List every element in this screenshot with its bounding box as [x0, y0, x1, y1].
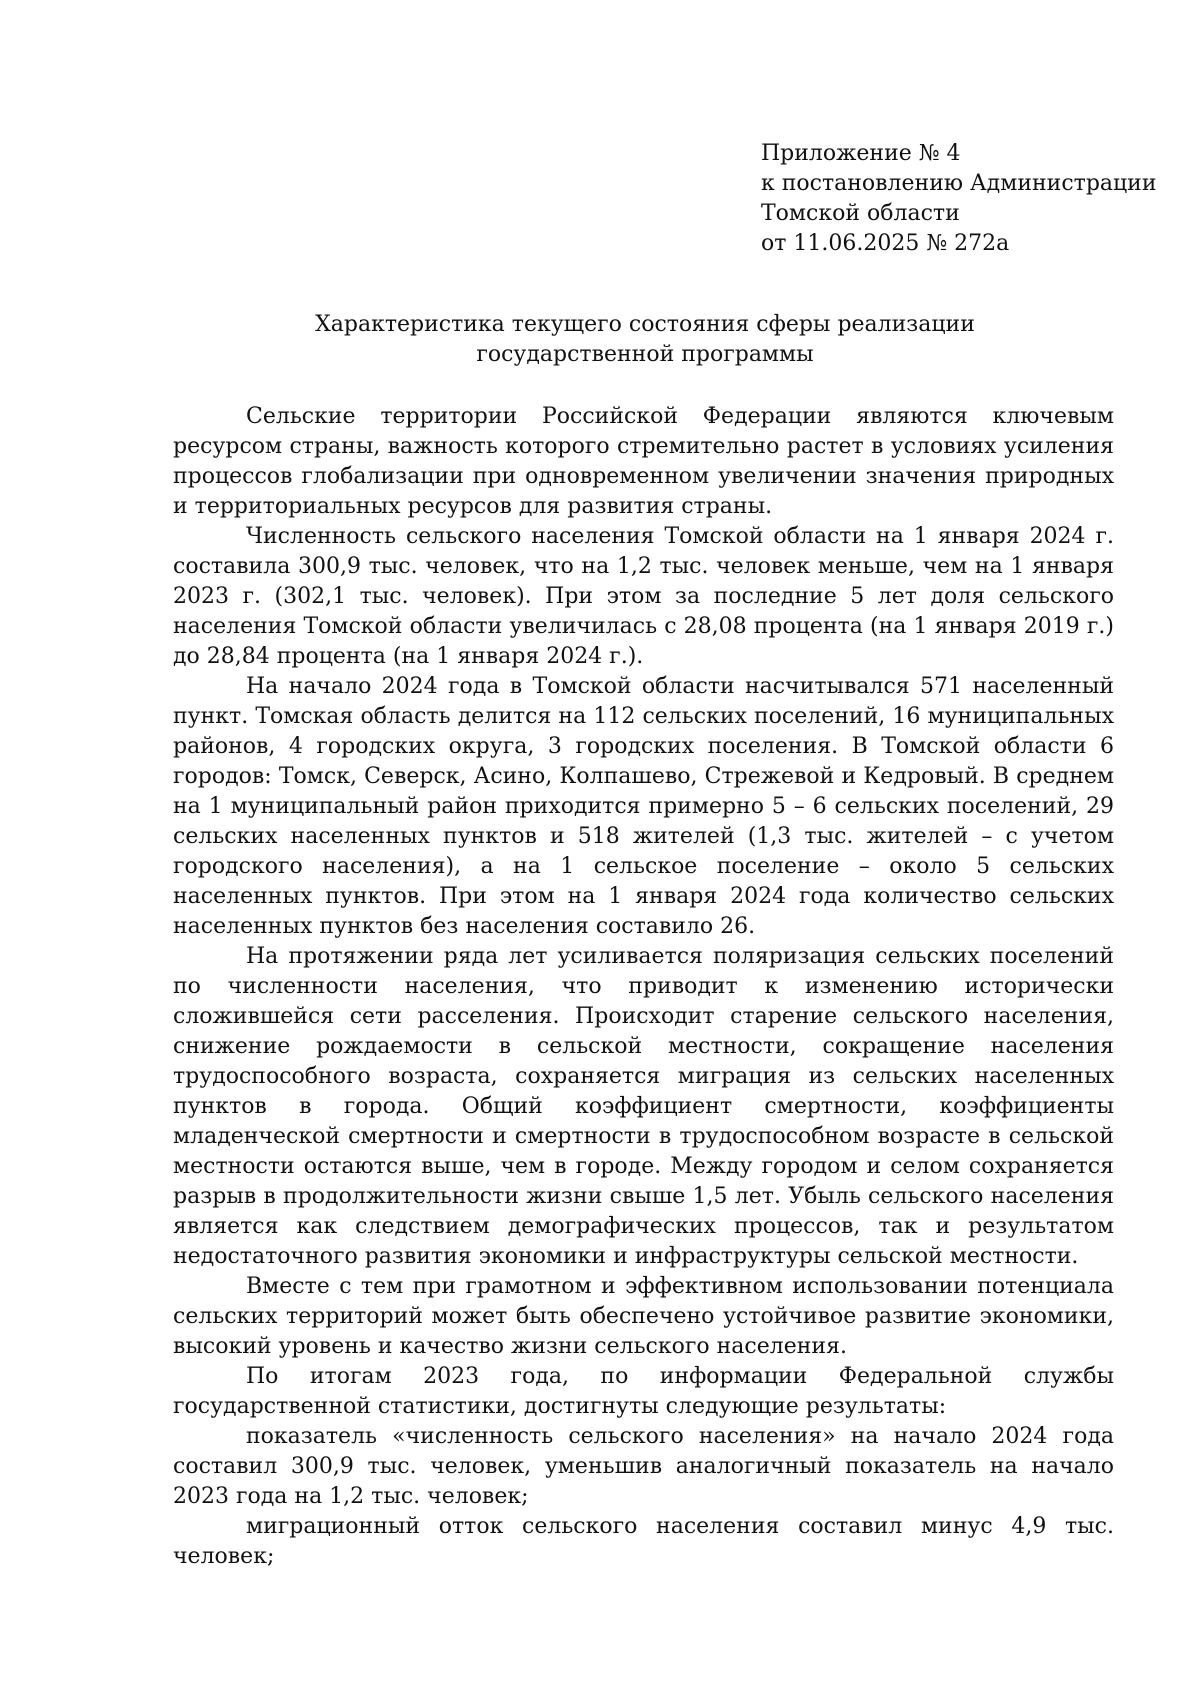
- appendix-resolution-ref: к постановлению Администрации: [761, 171, 1157, 196]
- document-title: [0, 310, 1200, 370]
- document-title-line-1: Характеристика текущего состояния сферы реализации: [315, 312, 975, 337]
- paragraph: На протяжении ряда лет усиливается поляризация сельских поселений по численности населения, что приводит к изменению исторически сложившейся сети расселения. Происходит старение сельского населения, снижение рождаемости в сельской местности, сокращение населения трудоспособного возраста, сохраняется миграция из сельских населенных пунктов в города. Общий коэффициент смертности, коэффициенты младенческой смертности и смертности в трудоспособном возрасте в сельской местности остаются выше, чем в городе. Между городом и селом сохраняется разрыв в продолжительности жизни свыше 1,5 лет. Убыль сельского населения является как следствием демографических процессов, так и результатом недостаточного развития экономики и инфраструктуры сельской местности.: [173, 944, 1114, 1269]
- appendix-region: Томской области: [761, 201, 960, 226]
- paragraph: На начало 2024 года в Томской области насчитывался 571 населенный пункт. Томская область делится на 112 сельских поселений, 16 муниципальных районов, 4 городских округа, 3 городских поселения. В Томской области 6 городов: Томск, Северск, Асино, Колпашево, Стрежевой и Кедровый. В среднем на 1 муниципальный район приходится примерно 5 – 6 сельских поселений, 29 сельских населенных пунктов и 518 жителей (1,3 тыс. жителей – с учетом городского населения), а на 1 сельское поселение – около 5 сельских населенных пунктов. При этом на 1 января 2024 года количество сельских населенных пунктов без населения составило 26.: [173, 674, 1114, 939]
- appendix-date-number: от 11.06.2025 № 272а: [761, 231, 1010, 256]
- appendix-header: [761, 139, 1181, 259]
- paragraph: Численность сельского населения Томской области на 1 января 2024 г. составила 300,9 тыс. человек, что на 1,2 тыс. человек меньше, чем на 1 января 2023 г. (302,1 тыс. человек). При этом за последние 5 лет доля сельского населения Томской области увеличилась с 28,08 процента (на 1 января 2019 г.) до 28,84 процента (на 1 января 2024 г.).: [173, 524, 1114, 669]
- document-title-line-2: государственной программы: [476, 342, 814, 367]
- paragraph: По итогам 2023 года, по информации Федеральной службы государственной статистики, достигнуты следующие результаты:: [173, 1364, 1114, 1419]
- paragraph: показатель «численность сельского населения» на начало 2024 года составил 300,9 тыс. человек, уменьшив аналогичный показатель на начало 2023 года на 1,2 тыс. человек;: [173, 1424, 1114, 1509]
- appendix-number: Приложение № 4: [761, 141, 961, 166]
- paragraph: Вместе с тем при грамотном и эффективном использовании потенциала сельских территорий может быть обеспечено устойчивое развитие экономики, высокий уровень и качество жизни сельского населения.: [173, 1274, 1114, 1359]
- paragraph: миграционный отток сельского населения составил минус 4,9 тыс. человек;: [173, 1514, 1114, 1569]
- paragraph: Сельские территории Российской Федерации являются ключевым ресурсом страны, важность которого стремительно растет в условиях усиления процессов глобализации при одновременном увеличении значения природных и территориальных ресурсов для развития страны.: [173, 404, 1114, 519]
- document-body: [173, 402, 1114, 1572]
